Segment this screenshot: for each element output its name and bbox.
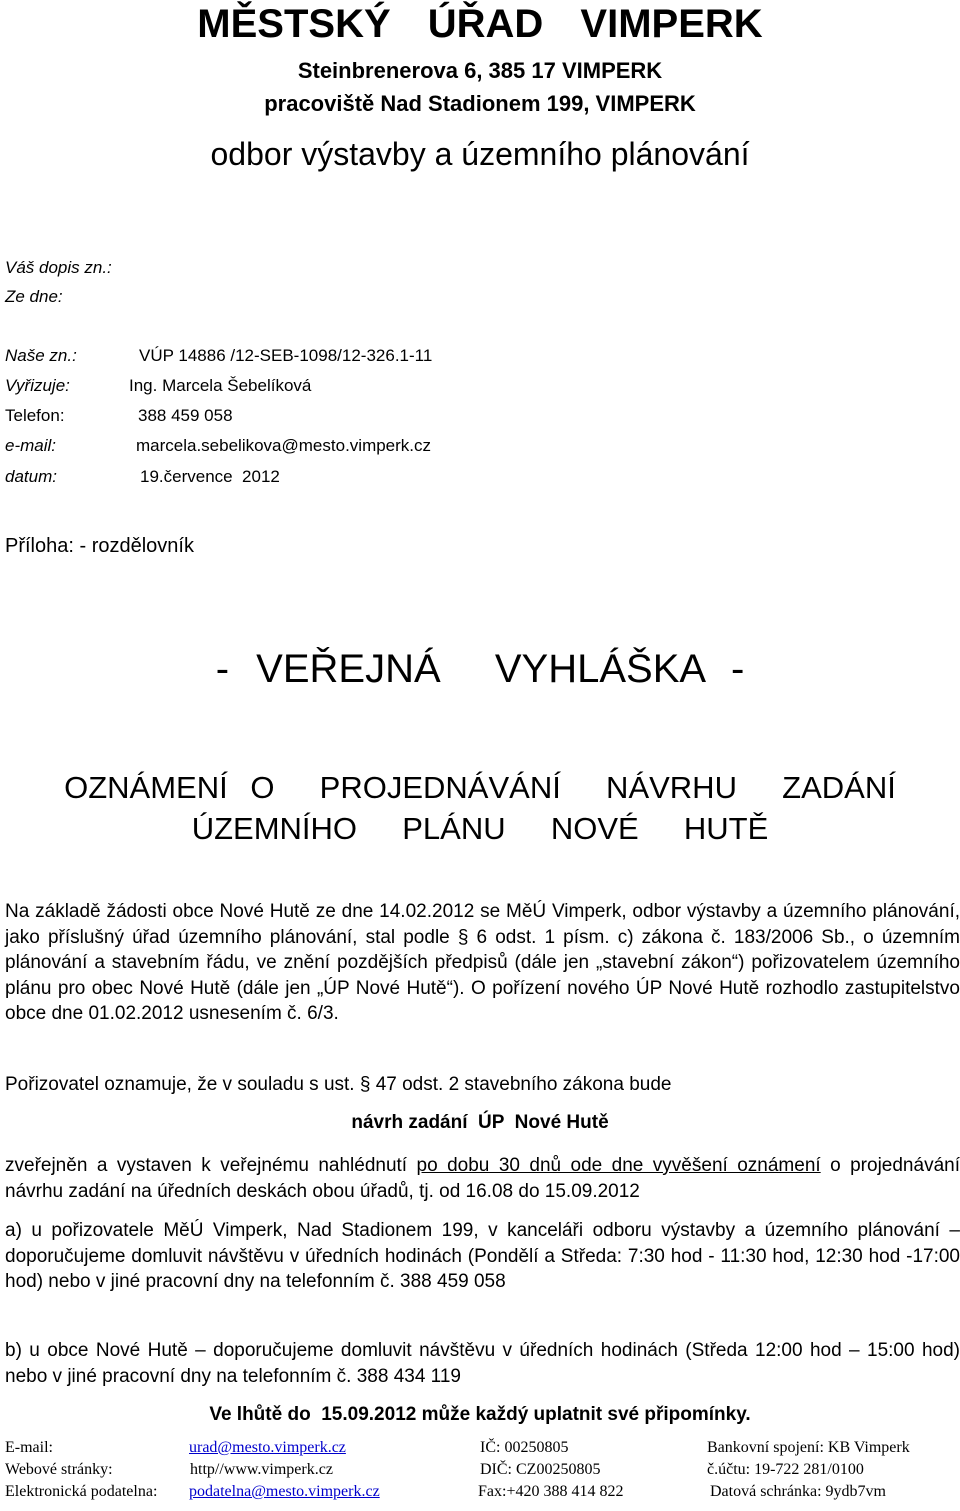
our-ref-label: Naše zn.: xyxy=(5,346,77,365)
reference-block xyxy=(5,258,433,498)
footer-fax: Fax:+420 388 414 822 xyxy=(478,1483,624,1500)
footer-email-link[interactable]: urad@mesto.vimperk.cz xyxy=(189,1439,346,1456)
phone-value: 388 459 058 xyxy=(138,406,233,425)
email-value: marcela.sebelikova@mesto.vimperk.cz xyxy=(136,436,432,455)
department-name: odbor výstavby a územního plánování xyxy=(210,136,750,172)
date-value: 19.července 2012 xyxy=(140,467,280,486)
office-name: MĚSTSKÝ ÚŘAD VIMPERK xyxy=(197,2,763,46)
date-label: datum: xyxy=(5,467,57,486)
handled-by-value: Ing. Marcela Šebelíková xyxy=(129,376,312,395)
our-ref-value: VÚP 14886 /12-SEB-1098/12-326.1-11 xyxy=(139,346,433,365)
footer-web-value: http//www.vimperk.cz xyxy=(190,1461,333,1478)
publication-period: po dobu 30 dnů ode dne vyvěšení oznámení xyxy=(416,1155,821,1176)
draft-title: návrh zadání ÚP Nové Hutě xyxy=(351,1112,609,1133)
from-date-label: Ze dne: xyxy=(5,287,63,306)
footer-databox: Datová schránka: 9ydb7vm xyxy=(710,1483,886,1500)
footer-epod-label: Elektronická podatelna: xyxy=(5,1483,158,1500)
option-b-paragraph: b) u obce Nové Hutě – doporučujeme domluvit návštěvu v úředních hodinách (Středa 12:00 hod – 15:00 hod) nebo v jiné pracovní dny na telefonním č. 388 434 119 xyxy=(5,1340,960,1387)
attachment-line: Příloha: - rozdělovník xyxy=(5,535,194,557)
office-workplace: pracoviště Nad Stadionem 199, VIMPERK xyxy=(264,91,696,116)
footer-epod-link[interactable]: podatelna@mesto.vimperk.cz xyxy=(189,1483,380,1500)
announcement-paragraph: Pořizovatel oznamuje, že v souladu s ust. § 47 odst. 2 stavebního zákona bude xyxy=(5,1074,672,1095)
footer-ico: IČ: 00250805 xyxy=(480,1439,569,1456)
handled-by-label: Vyřizuje: xyxy=(5,376,70,395)
footer-web-label: Webové stránky: xyxy=(5,1461,113,1478)
publication-paragraph xyxy=(5,1153,960,1204)
your-letter-label: Váš dopis zn.: xyxy=(5,258,112,277)
footer-email-label: E-mail: xyxy=(5,1439,53,1456)
publication-text-1: zveřejněn a vystaven k veřejnému nahlédnutí xyxy=(5,1155,417,1176)
email-label: e-mail: xyxy=(5,436,57,455)
option-a-paragraph: a) u pořizovatele MěÚ Vimperk, Nad Stadionem 199, v kanceláři odboru výstavby a územního plánování – doporučujeme domluvit návštěvu v úředních hodinách (Pondělí a Středa: 7:30 hod - 11:30 hod, 12:30 hod -17:00 hod) nebo v jiné pracovní dny na telefonním č. 388 459 058 xyxy=(5,1220,960,1292)
subject-line-2: ÚZEMNÍHO PLÁNU NOVÉ HUTĚ xyxy=(191,811,769,846)
notice-title: - VEŘEJNÁ VYHLÁŠKA - xyxy=(215,647,745,691)
intro-paragraph: Na základě žádosti obce Nové Hutě ze dne 14.02.2012 se MěÚ Vimperk, odbor výstavby a územního plánování, jako příslušný úřad územního plánování, stal podle § 6 odst. 1 písm. c) zákona č. 183/2006 Sb., o územním plánování a stavebním řádu, ve znění pozdějších předpisů (dále jen „stavební zákon“) pořizovatelem územního plánu pro obec Nové Hutě (dále jen „ÚP Nové Hutě“). O pořízení nového ÚP Nové Hutě rozhodlo zastupitelstvo obce dne 01.02.2012 usnesením č. 6/3. xyxy=(5,901,960,1024)
publication-text-2: o projednávání návrhu zadání na úředních deskách obou úřadů, tj. od 16.08 do 15.09.2012 xyxy=(5,1155,960,1202)
phone-label: Telefon: xyxy=(5,406,65,425)
footer-dic: DIČ: CZ00250805 xyxy=(480,1461,601,1478)
footer-account: č.účtu: 19-722 281/0100 xyxy=(707,1461,864,1478)
deadline-line: Ve lhůtě do 15.09.2012 může každý uplatnit své připomínky. xyxy=(209,1404,751,1425)
subject-line-1: OZNÁMENÍ O PROJEDNÁVÁNÍ NÁVRHU ZADÁNÍ xyxy=(64,770,896,805)
office-address: Steinbrenerova 6, 385 17 VIMPERK xyxy=(297,58,663,83)
footer-bank: Bankovní spojení: KB Vimperk xyxy=(707,1439,910,1456)
